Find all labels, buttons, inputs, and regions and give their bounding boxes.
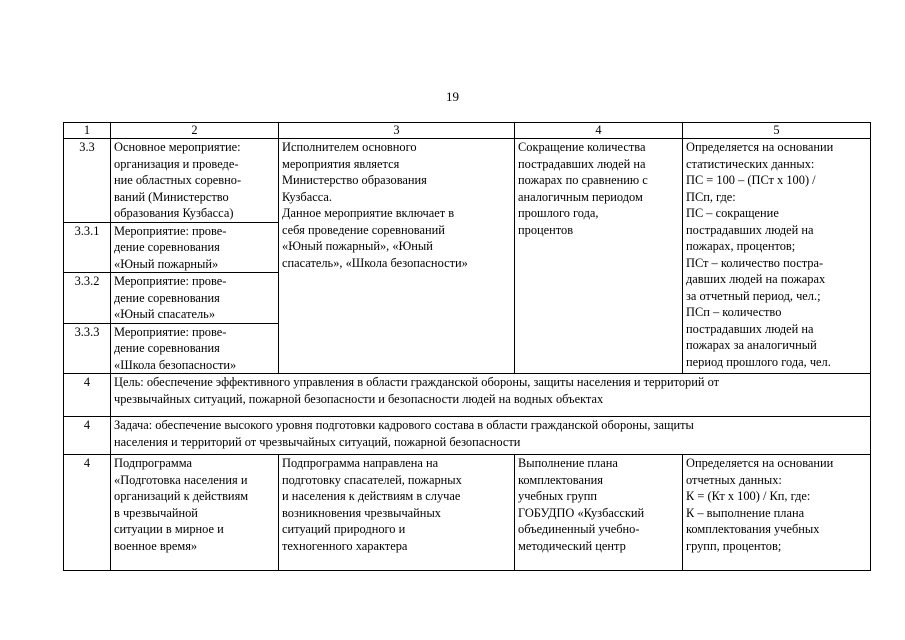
text-line: Сокращение количества <box>518 140 646 154</box>
text-line: прошлого года, <box>518 206 599 220</box>
text-line: Мероприятие: прове- <box>114 324 227 339</box>
text-line: и населения к действиям в случае <box>282 489 461 503</box>
indicator-cell <box>515 455 683 571</box>
text-line: Данное мероприятие включает в <box>282 206 455 220</box>
text-line: методический центр <box>518 538 626 553</box>
header-cell-5: 5 <box>683 123 871 139</box>
text-line: Кузбасса. <box>282 189 332 204</box>
page-number: 19 <box>446 89 459 104</box>
goal-cell <box>111 374 871 417</box>
text-line: Основное мероприятие: <box>114 140 241 154</box>
activity-cell <box>111 323 279 374</box>
text-line: пострадавших людей на <box>686 222 814 237</box>
subprogram-cell <box>111 455 279 571</box>
activity-cell <box>111 273 279 324</box>
row-number: 3.3.2 <box>64 273 111 324</box>
text-line: учебных групп <box>518 489 598 503</box>
text-line: пострадавших людей на <box>518 156 646 171</box>
text-line: подготовку спасателей, пожарных <box>282 472 462 487</box>
row-number: 3.3.1 <box>64 222 111 273</box>
table-row-3-3 <box>64 139 871 223</box>
text-line: ПСт – количество постра- <box>686 255 824 270</box>
indicator-cell <box>515 139 683 374</box>
activity-cell <box>111 139 279 223</box>
text-line: образования Кузбасса) <box>114 206 234 220</box>
text-line: техногенного характера <box>282 538 408 553</box>
text-line: ГОБУДПО «Кузбасский <box>518 505 645 520</box>
method-cell <box>683 455 871 571</box>
text-line: отчетных данных: <box>686 472 782 487</box>
text-line: ПС – сокращение <box>686 206 779 220</box>
table-header-row <box>64 123 871 139</box>
row-number: 3.3.3 <box>64 323 111 374</box>
text-line: «Школа безопасности» <box>114 357 237 372</box>
text-line: дение соревнования <box>114 240 220 254</box>
row-number: 4 <box>64 374 111 417</box>
text-line: в чрезвычайной <box>114 505 198 520</box>
text-line: мероприятия является <box>282 156 400 171</box>
text-line: «Подготовка населения и <box>114 472 248 487</box>
header-cell-1: 1 <box>64 123 111 139</box>
text-line: ние областных соревно- <box>114 173 242 187</box>
text-line: пострадавших людей на <box>686 321 814 336</box>
text-line: комплектования учебных <box>686 522 820 536</box>
text-line: ПС = 100 – (ПСт х 100) / <box>686 173 816 187</box>
text-line: себя проведение соревнований <box>282 222 445 237</box>
text-line: «Юный спасатель» <box>114 307 216 321</box>
text-line: населения и территорий от чрезвычайных ситуаций, пожарной безопасности <box>114 434 521 449</box>
text-line: Задача: обеспечение высокого уровня подготовки кадрового состава в области гражданской обороны, защиты <box>114 418 694 432</box>
text-line: ситуаций природного и <box>282 522 406 536</box>
text-line: процентов <box>518 222 574 237</box>
text-line: давших людей на пожарах <box>686 272 826 286</box>
row-number: 4 <box>64 455 111 571</box>
text-line: комплектования <box>518 472 603 487</box>
text-line: чрезвычайных ситуаций, пожарной безопасности и безопасности людей на водных объектах <box>114 391 604 406</box>
text-line: спасатель», «Школа безопасности» <box>282 255 468 270</box>
task-cell <box>111 417 871 455</box>
text-line: Подпрограмма <box>114 456 192 470</box>
text-line: групп, процентов; <box>686 538 782 553</box>
text-line: Исполнителем основного <box>282 140 417 154</box>
table-row-task <box>64 417 871 455</box>
text-line: ПСп – количество <box>686 305 782 319</box>
description-cell <box>279 139 515 374</box>
text-line: аналогичным периодом <box>518 189 643 204</box>
text-line: Министерство образования <box>282 173 427 187</box>
activity-cell <box>111 222 279 273</box>
text-line: пожарах по сравнению с <box>518 173 648 187</box>
indicators-table <box>63 122 871 571</box>
text-line: Мероприятие: прове- <box>114 223 227 238</box>
description-cell <box>279 455 515 571</box>
text-line: пожарах, процентов; <box>686 239 796 253</box>
text-line: организаций к действиям <box>114 489 249 503</box>
text-line: пожарах за аналогичный <box>686 338 817 352</box>
row-number: 4 <box>64 417 111 455</box>
text-line: К = (Кт х 100) / Кп, где: <box>686 489 811 503</box>
text-line: Подпрограмма направлена на <box>282 456 439 470</box>
text-line: военное время» <box>114 538 198 553</box>
text-line: организация и проведе- <box>114 156 239 171</box>
header-cell-2: 2 <box>111 123 279 139</box>
method-cell <box>683 139 871 374</box>
text-line: период прошлого года, чел. <box>686 354 831 369</box>
text-line: ваний (Министерство <box>114 189 229 204</box>
text-line: за отчетный период, чел.; <box>686 288 821 303</box>
text-line: «Юный пожарный», «Юный <box>282 239 433 253</box>
text-line: объединенный учебно- <box>518 522 640 536</box>
text-line: дение соревнования <box>114 341 220 355</box>
text-line: Мероприятие: прове- <box>114 274 227 288</box>
text-line: ситуации в мирное и <box>114 522 224 536</box>
header-cell-3: 3 <box>279 123 515 139</box>
text-line: «Юный пожарный» <box>114 256 219 271</box>
text-line: Определяется на основании <box>686 456 834 470</box>
table-row-subprogram <box>64 455 871 571</box>
text-line: Определяется на основании <box>686 140 834 154</box>
text-line: статистических данных: <box>686 156 815 171</box>
text-line: Выполнение плана <box>518 456 618 470</box>
row-number: 3.3 <box>64 139 111 223</box>
text-line: дение соревнования <box>114 290 220 305</box>
text-line: К – выполнение плана <box>686 505 805 520</box>
text-line: ПСп, где: <box>686 189 736 204</box>
text-line: возникновения чрезвычайных <box>282 505 441 520</box>
text-line: Цель: обеспечение эффективного управления в области гражданской обороны, защиты населения и территорий от <box>114 375 720 389</box>
table-row-goal <box>64 374 871 417</box>
header-cell-4: 4 <box>515 123 683 139</box>
